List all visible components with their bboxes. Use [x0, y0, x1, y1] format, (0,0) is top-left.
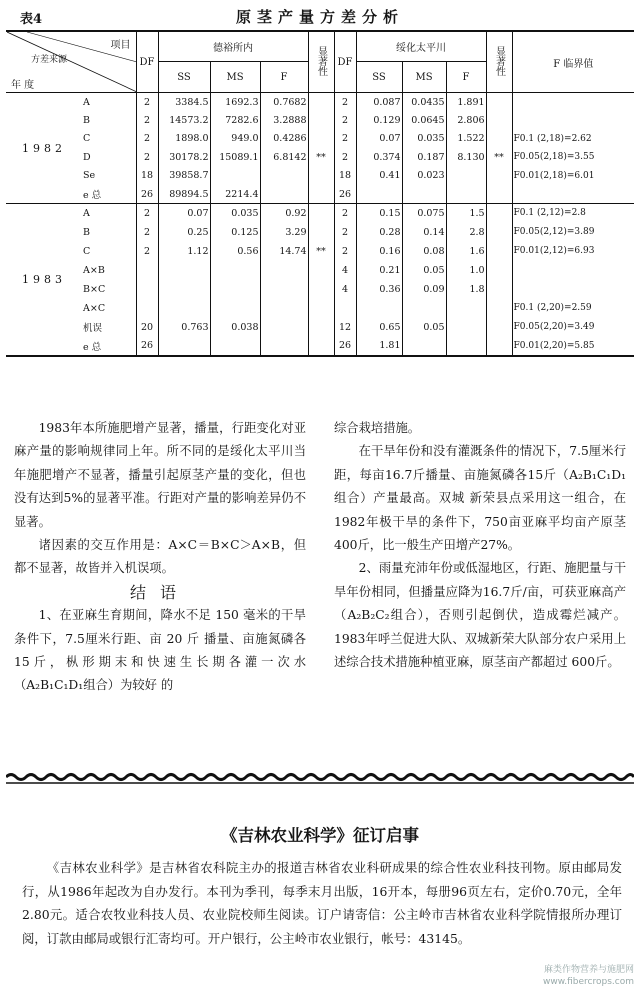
cell-crit: F0.01(2,20)=5.85 — [512, 337, 634, 356]
table-header — [0, 4, 640, 30]
section-title: 结语 — [129, 582, 190, 602]
cell-sig — [308, 223, 334, 242]
cell-sig — [308, 318, 334, 337]
cell-sig2 — [486, 280, 512, 299]
cell-ms2: 0.14 — [402, 223, 446, 242]
cell-ms: 949.0 — [210, 130, 260, 149]
cell-ms: 1692.3 — [210, 93, 260, 112]
cell-f: 3.2888 — [260, 111, 308, 130]
cell-sig — [308, 111, 334, 130]
cell-ms: 0.038 — [210, 318, 260, 337]
table-row — [6, 280, 634, 299]
cell-df2: 2 — [334, 111, 356, 130]
cell-ms: 15089.1 — [210, 148, 260, 167]
cell-ss2 — [356, 299, 402, 318]
cell-ss: 1898.0 — [158, 130, 210, 149]
header-ms1: MS — [210, 62, 260, 93]
table-row — [6, 223, 634, 242]
cell-ms2 — [402, 337, 446, 356]
cell-ms: 7282.6 — [210, 111, 260, 130]
cell-df: 2 — [136, 223, 158, 242]
left-column — [14, 417, 306, 698]
cell-src: B×C — [83, 283, 106, 295]
cell-df2: 2 — [334, 93, 356, 112]
cell-ms2: 0.075 — [402, 204, 446, 223]
cell-sig2 — [486, 93, 512, 112]
header-ss2: SS — [356, 62, 402, 93]
cell-f2: 1.0 — [446, 261, 486, 280]
cell-sig2 — [486, 318, 512, 337]
cell-ms: 2214.4 — [210, 185, 260, 204]
header-item: 项目 — [110, 40, 131, 51]
header-year: 年 度 — [11, 80, 35, 91]
cell-crit: F0.01(2,12)=6.93 — [512, 242, 634, 261]
left-paragraph-2: 诸因素的交互作用是：A×C＝B×C＞A×B，但都不显著，故皆并入机误项。 — [14, 538, 306, 576]
wavy-divider — [6, 772, 634, 786]
cell-ms2: 0.187 — [402, 148, 446, 167]
cell-src: A×B — [83, 264, 105, 276]
cell-ss: 0.763 — [158, 318, 210, 337]
anova-table — [6, 30, 634, 357]
cell-src: e 总 — [82, 185, 136, 204]
cell-df: 20 — [136, 318, 158, 337]
cell-df: 26 — [136, 337, 158, 356]
cell-ms2 — [402, 185, 446, 204]
cell-sig — [308, 261, 334, 280]
cell-ss2: 0.28 — [356, 223, 402, 242]
year-cell: 1983 — [6, 204, 82, 356]
cell-f — [260, 280, 308, 299]
cell-df — [136, 261, 158, 280]
cell-ss — [158, 299, 210, 318]
cell-ss2: 0.087 — [356, 93, 402, 112]
cell-df: 2 — [136, 204, 158, 223]
header-sig2: 显著性 — [486, 31, 512, 93]
cell-ss2: 0.16 — [356, 242, 402, 261]
watermark — [543, 964, 634, 988]
header-place2: 绥化太平川 — [356, 31, 486, 62]
cell-ss2: 0.15 — [356, 204, 402, 223]
cell-sig — [308, 130, 334, 149]
table-row — [6, 337, 634, 356]
cell-f2: 1.8 — [446, 280, 486, 299]
header-sig1: 显著性 — [308, 31, 334, 93]
cell-crit — [512, 93, 634, 112]
cell-df2: 2 — [334, 148, 356, 167]
cell-crit — [512, 280, 634, 299]
cell-f — [260, 318, 308, 337]
cell-df2: 2 — [334, 130, 356, 149]
cell-df: 2 — [136, 111, 158, 130]
cell-ss: 30178.2 — [158, 148, 210, 167]
cell-crit: F0.05(2,20)=3.49 — [512, 318, 634, 337]
cell-df2: 26 — [334, 337, 356, 356]
table-title: 原茎产量方差分析 — [235, 8, 404, 26]
cell-ss2: 0.129 — [356, 111, 402, 130]
header-f1: F — [260, 62, 308, 93]
table-row — [6, 299, 634, 318]
cell-crit — [512, 185, 634, 204]
table-row — [6, 318, 634, 337]
watermark-line-2: www.fibercrops.com — [543, 977, 634, 987]
cell-sig2 — [486, 261, 512, 280]
cell-ms: 0.56 — [210, 242, 260, 261]
cell-ms — [210, 337, 260, 356]
cell-sig — [308, 204, 334, 223]
cell-f2: 2.8 — [446, 223, 486, 242]
cell-ss2: 0.374 — [356, 148, 402, 167]
cell-f2 — [446, 185, 486, 204]
cell-crit: F0.01(2,18)=6.01 — [512, 167, 634, 186]
cell-ms2: 0.09 — [402, 280, 446, 299]
cell-src: A×C — [83, 302, 106, 314]
cell-sig — [308, 185, 334, 204]
cell-src: Se — [83, 170, 96, 182]
cell-src: B — [83, 226, 90, 238]
cell-src: 机误 — [83, 323, 103, 334]
cell-f2 — [446, 299, 486, 318]
header-source: 方差来源 — [31, 55, 68, 65]
table-row — [6, 93, 634, 112]
cell-src: B — [83, 114, 90, 126]
cell-ms2: 0.023 — [402, 167, 446, 186]
cell-f2 — [446, 318, 486, 337]
group-1982 — [6, 93, 634, 204]
cell-ms2: 0.0645 — [402, 111, 446, 130]
cell-sig2 — [486, 299, 512, 318]
cell-crit: F0.1 (2,18)=2.62 — [512, 130, 634, 149]
cell-crit: F0.05(2,18)=3.55 — [512, 148, 634, 167]
cell-sig2 — [486, 337, 512, 356]
cell-df: 2 — [136, 93, 158, 112]
cell-ms: 0.035 — [210, 204, 260, 223]
cell-df2: 4 — [334, 280, 356, 299]
cell-f: 6.8142 — [260, 148, 308, 167]
cell-f2: 1.6 — [446, 242, 486, 261]
cell-df: 2 — [136, 130, 158, 149]
cell-df2: 2 — [334, 223, 356, 242]
cell-crit: F0.1 (2,12)=2.8 — [512, 204, 634, 223]
cell-f: 14.74 — [260, 242, 308, 261]
cell-df2: 18 — [334, 167, 356, 186]
cell-ms — [210, 280, 260, 299]
notice-title: 《吉林农业科学》征订启事 — [221, 826, 419, 845]
cell-sig — [308, 337, 334, 356]
cell-src: C — [83, 245, 91, 257]
cell-sig2 — [486, 167, 512, 186]
cell-ss2 — [356, 185, 402, 204]
cell-src: A — [83, 96, 90, 108]
cell-ms — [210, 299, 260, 318]
notice-body — [22, 856, 622, 950]
cell-ms2: 0.0435 — [402, 93, 446, 112]
cell-f2: 2.806 — [446, 111, 486, 130]
cell-ms2: 0.05 — [402, 261, 446, 280]
cell-crit: F0.1 (2,20)=2.59 — [512, 299, 634, 318]
cell-f — [260, 167, 308, 186]
cell-sig — [308, 299, 334, 318]
cell-ms: 0.125 — [210, 223, 260, 242]
cell-f2: 1.891 — [446, 93, 486, 112]
cell-ss — [158, 280, 210, 299]
cell-ss: 0.07 — [158, 204, 210, 223]
table-row — [6, 261, 634, 280]
header-df1: DF — [136, 31, 158, 93]
cell-crit — [512, 261, 634, 280]
header-fcrit: F 临界值 — [512, 31, 634, 93]
cell-ms — [210, 261, 260, 280]
cell-f2: 8.130 — [446, 148, 486, 167]
cell-df: 2 — [136, 148, 158, 167]
cell-src: A — [83, 207, 90, 219]
cell-sig2 — [486, 185, 512, 204]
cell-df: 2 — [136, 242, 158, 261]
table-row — [6, 204, 634, 223]
header-df2: DF — [334, 31, 356, 93]
cell-sig — [308, 280, 334, 299]
table-row — [6, 185, 634, 204]
cell-df2: 12 — [334, 318, 356, 337]
cell-ss — [158, 337, 210, 356]
cell-src: D — [83, 151, 91, 163]
table-row — [6, 130, 634, 149]
cell-ss2: 0.07 — [356, 130, 402, 149]
cell-ss2: 1.81 — [356, 337, 402, 356]
cell-sig2 — [486, 130, 512, 149]
cell-ss2: 0.21 — [356, 261, 402, 280]
cell-f2: 1.522 — [446, 130, 486, 149]
cell-src: C — [83, 133, 91, 145]
cell-src: e 总 — [82, 337, 136, 356]
cell-df2: 2 — [334, 204, 356, 223]
header-place1: 德裕所内 — [158, 31, 308, 62]
cell-f — [260, 337, 308, 356]
group-1983 — [6, 204, 634, 356]
cell-f: 0.92 — [260, 204, 308, 223]
cell-ms2: 0.035 — [402, 130, 446, 149]
cell-ss — [158, 261, 210, 280]
cell-df: 18 — [136, 167, 158, 186]
header-f2: F — [446, 62, 486, 93]
cell-df2: 4 — [334, 261, 356, 280]
table-number: 表4 — [20, 12, 43, 27]
cell-ms2 — [402, 299, 446, 318]
cell-sig2 — [486, 223, 512, 242]
cell-f2: 1.5 — [446, 204, 486, 223]
right-paragraph-2: 2、雨量充沛年份或低湿地区，行距、施肥量与干旱年份相同，但播量应降为16.7斤/亩，可获亚麻高产（A₂B₂C₂组合），否则引起倒伏，造成霉烂减产。1983年呼兰促进大队、双城新荣大队部分农户采用上述综合技术措施种植亚麻，原茎亩产都超过 600斤。 — [334, 561, 626, 670]
cell-sig2 — [486, 111, 512, 130]
notice-paragraph: 《吉林农业科学》是吉林省农科院主办的报道吉林省农业科研成果的综合性农业科技刊物。原由邮局发行，从1986年起改为自办发行。本刊为季刊，每季末月出版，16开本，每册96页左右，定价0.70元，全年2.80元。适合农牧业科技人员、农业院校师生阅读。订户请寄信：公主岭市吉林省农业科学院情报所办理订阅，订款由邮局或银行汇寄均可。开户银行，公主岭市农业银行，帐号：43145。 — [22, 860, 622, 946]
corner-cell — [6, 31, 136, 93]
cell-df2: 2 — [334, 242, 356, 261]
cell-sig: ** — [308, 148, 334, 167]
header-ss1: SS — [158, 62, 210, 93]
table-row — [6, 148, 634, 167]
cell-ss2: 0.41 — [356, 167, 402, 186]
cell-ss2: 0.65 — [356, 318, 402, 337]
cell-sig2 — [486, 242, 512, 261]
cell-sig: ** — [308, 242, 334, 261]
cell-ss: 3384.5 — [158, 93, 210, 112]
cell-df2 — [334, 299, 356, 318]
table-row — [6, 167, 634, 186]
cell-ss: 14573.2 — [158, 111, 210, 130]
right-column — [334, 417, 626, 674]
cell-sig — [308, 93, 334, 112]
table-row — [6, 242, 634, 261]
right-paragraph-1: 在干旱年份和没有灌溉条件的情况下，7.5厘米行距，每亩16.7斤播量、亩施氮磷各15斤（A₂B₁C₁D₁组合）产量最高。双城 新荣县点采用这一组合，在1982年极干旱的条件下，750亩亚麻平均亩产原茎400斤，比一般生产田增产27%。 — [334, 444, 626, 553]
cell-ss: 0.25 — [158, 223, 210, 242]
year-cell: 1982 — [6, 93, 82, 204]
cell-ms2: 0.05 — [402, 318, 446, 337]
cell-crit: F0.05(2,12)=3.89 — [512, 223, 634, 242]
cell-ms2: 0.08 — [402, 242, 446, 261]
cell-ss: 39858.7 — [158, 167, 210, 186]
cell-f — [260, 261, 308, 280]
cell-f: 0.7682 — [260, 93, 308, 112]
left-paragraph-3: 1、在亚麻生育期间，降水不足 150 毫米的干旱条件下，7.5厘米行距、亩 20 斤 播量、亩施氮磷各15斤，枞形期末和快速生长期各灌一次水（A₂B₁C₁D₁组合）为较好 的 — [14, 608, 306, 693]
cell-ms — [210, 167, 260, 186]
cell-df — [136, 280, 158, 299]
cell-f2 — [446, 337, 486, 356]
cell-f: 0.4286 — [260, 130, 308, 149]
cell-df2: 26 — [334, 185, 356, 204]
cell-ss: 1.12 — [158, 242, 210, 261]
right-paragraph-0: 综合栽培措施。 — [334, 421, 421, 435]
watermark-line-1: 麻类作物营养与施肥网 — [543, 965, 634, 975]
left-paragraph-1: 1983年本所施肥增产显著，播量，行距变化对亚麻产量的影响规律同上年。所不同的是绥化太平川当年施肥增产不显著，播量引起原茎产量的变化，但也没有达到5%的显著平准。行距对产量的影响差异仍不显著。 — [14, 421, 306, 529]
cell-df — [136, 299, 158, 318]
cell-ss2: 0.36 — [356, 280, 402, 299]
table-row — [6, 111, 634, 130]
cell-f — [260, 299, 308, 318]
cell-f: 3.29 — [260, 223, 308, 242]
cell-sig — [308, 167, 334, 186]
cell-f — [260, 185, 308, 204]
cell-crit — [512, 111, 634, 130]
cell-sig2: ** — [486, 148, 512, 167]
cell-ss: 89894.5 — [158, 185, 210, 204]
header-ms2: MS — [402, 62, 446, 93]
cell-df: 26 — [136, 185, 158, 204]
cell-sig2 — [486, 204, 512, 223]
cell-f2 — [446, 167, 486, 186]
